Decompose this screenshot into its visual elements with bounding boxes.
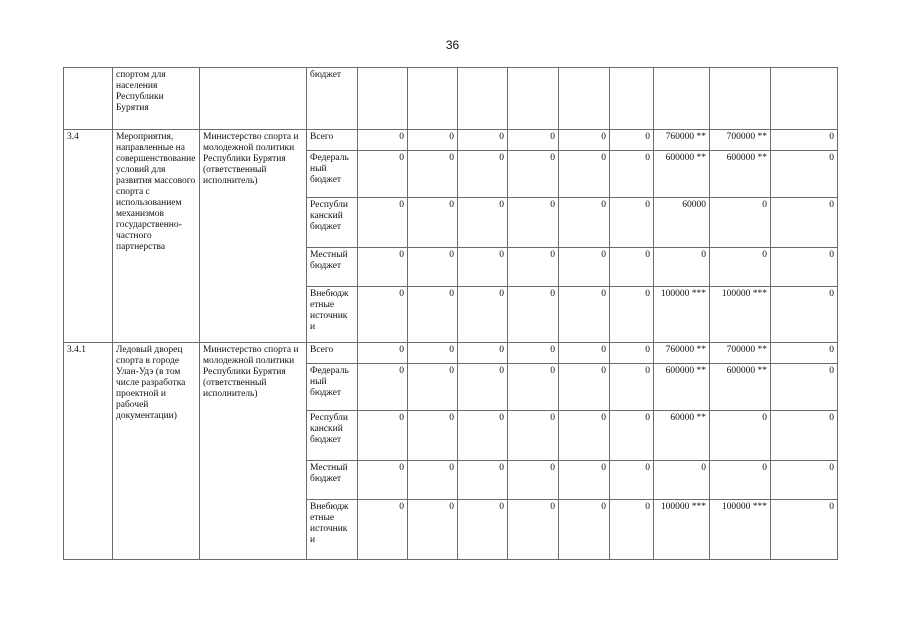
value-cell: 0 [654, 248, 710, 287]
funding-source-cell: Республи канский бюджет [307, 411, 358, 461]
value-cell: 760000 ** [654, 343, 710, 364]
value-cell: 0 [508, 151, 559, 198]
value-cell: 0 [358, 364, 408, 411]
value-cell: 0 [559, 151, 610, 198]
funding-source-cell: Федераль ный бюджет [307, 151, 358, 198]
value-cell: 0 [710, 198, 771, 248]
value-cell: 60000 [654, 198, 710, 248]
row-code-cell: 3.4.1 [64, 343, 113, 560]
value-cell: 0 [610, 151, 654, 198]
value-cell: 0 [358, 151, 408, 198]
value-cell: 0 [458, 364, 508, 411]
table-body [64, 68, 838, 560]
value-cell: 0 [358, 248, 408, 287]
value-cell [358, 68, 408, 130]
value-cell: 0 [610, 461, 654, 500]
value-cell: 0 [408, 364, 458, 411]
value-cell: 0 [559, 287, 610, 343]
value-cell: 0 [458, 198, 508, 248]
value-cell: 0 [610, 411, 654, 461]
value-cell: 0 [771, 500, 838, 560]
value-cell: 0 [559, 411, 610, 461]
value-cell: 600000 ** [710, 151, 771, 198]
value-cell: 0 [358, 130, 408, 151]
value-cell: 0 [654, 461, 710, 500]
funding-source-cell: бюджет [307, 68, 358, 130]
value-cell: 0 [508, 500, 559, 560]
value-cell: 0 [610, 198, 654, 248]
value-cell: 0 [508, 130, 559, 151]
value-cell: 700000 ** [710, 130, 771, 151]
value-cell: 0 [508, 198, 559, 248]
value-cell: 0 [771, 461, 838, 500]
value-cell: 0 [559, 248, 610, 287]
value-cell: 0 [358, 287, 408, 343]
value-cell: 0 [771, 364, 838, 411]
value-cell: 700000 ** [710, 343, 771, 364]
budget-table [63, 67, 838, 560]
value-cell: 0 [559, 130, 610, 151]
value-cell: 0 [771, 151, 838, 198]
value-cell: 0 [408, 198, 458, 248]
table-row [64, 343, 838, 364]
value-cell: 0 [559, 500, 610, 560]
funding-source-cell: Внебюдж етные источник и [307, 500, 358, 560]
value-cell [508, 68, 559, 130]
value-cell: 0 [458, 248, 508, 287]
funding-source-cell: Всего [307, 343, 358, 364]
value-cell: 60000 ** [654, 411, 710, 461]
value-cell: 0 [358, 198, 408, 248]
value-cell: 0 [610, 248, 654, 287]
value-cell: 0 [508, 461, 559, 500]
executor-cell [200, 68, 307, 130]
value-cell: 0 [771, 343, 838, 364]
value-cell: 0 [458, 343, 508, 364]
value-cell: 100000 *** [654, 287, 710, 343]
value-cell: 0 [771, 130, 838, 151]
funding-source-cell: Всего [307, 130, 358, 151]
executor-cell: Министерство спорта и молодежной политики Республики Бурятия (ответственный исполнитель) [200, 130, 307, 343]
value-cell: 0 [610, 343, 654, 364]
value-cell: 0 [710, 248, 771, 287]
value-cell: 0 [358, 500, 408, 560]
value-cell [771, 68, 838, 130]
value-cell: 100000 *** [710, 287, 771, 343]
value-cell: 0 [771, 198, 838, 248]
value-cell: 0 [508, 364, 559, 411]
value-cell: 0 [458, 461, 508, 500]
value-cell: 0 [610, 500, 654, 560]
value-cell: 0 [508, 287, 559, 343]
executor-cell: Министерство спорта и молодежной политики Республики Бурятия (ответственный исполнитель) [200, 343, 307, 560]
value-cell: 0 [508, 411, 559, 461]
funding-source-cell: Местный бюджет [307, 248, 358, 287]
value-cell: 0 [458, 151, 508, 198]
row-code-cell [64, 68, 113, 130]
value-cell: 600000 ** [654, 151, 710, 198]
value-cell [458, 68, 508, 130]
value-cell: 0 [458, 411, 508, 461]
value-cell [710, 68, 771, 130]
value-cell: 100000 *** [654, 500, 710, 560]
value-cell: 0 [358, 343, 408, 364]
value-cell: 0 [458, 130, 508, 151]
value-cell: 0 [610, 130, 654, 151]
funding-source-cell: Республи канский бюджет [307, 198, 358, 248]
value-cell: 0 [408, 500, 458, 560]
value-cell: 0 [771, 248, 838, 287]
value-cell: 0 [408, 151, 458, 198]
value-cell: 0 [458, 500, 508, 560]
value-cell: 0 [358, 411, 408, 461]
value-cell: 0 [408, 287, 458, 343]
value-cell [654, 68, 710, 130]
value-cell: 0 [610, 287, 654, 343]
value-cell: 760000 ** [654, 130, 710, 151]
value-cell: 0 [710, 461, 771, 500]
value-cell [610, 68, 654, 130]
value-cell: 100000 *** [710, 500, 771, 560]
value-cell: 0 [559, 198, 610, 248]
value-cell: 0 [408, 130, 458, 151]
value-cell: 0 [559, 461, 610, 500]
event-name-cell: спортом для населения Республики Бурятия [113, 68, 200, 130]
funding-source-cell: Местный бюджет [307, 461, 358, 500]
value-cell: 600000 ** [710, 364, 771, 411]
funding-source-cell: Внебюдж етные источник и [307, 287, 358, 343]
value-cell: 0 [559, 343, 610, 364]
value-cell [559, 68, 610, 130]
value-cell: 600000 ** [654, 364, 710, 411]
value-cell: 0 [508, 343, 559, 364]
row-code-cell: 3.4 [64, 130, 113, 343]
value-cell: 0 [458, 287, 508, 343]
value-cell: 0 [408, 461, 458, 500]
value-cell: 0 [610, 364, 654, 411]
event-name-cell: Мероприятия, направленные на совершенствование условий для развития массового спорта с использованием механизмов государственно-частного партнерства [113, 130, 200, 343]
value-cell: 0 [710, 411, 771, 461]
table-row-continuation [64, 68, 838, 130]
event-name-cell: Ледовый дворец спорта в городе Улан-Удэ (в том числе разработка проектной и рабочей документации) [113, 343, 200, 560]
value-cell: 0 [358, 461, 408, 500]
value-cell: 0 [408, 343, 458, 364]
value-cell [408, 68, 458, 130]
value-cell: 0 [408, 248, 458, 287]
page-number: 36 [445, 38, 460, 52]
value-cell: 0 [408, 411, 458, 461]
value-cell: 0 [508, 248, 559, 287]
value-cell: 0 [559, 364, 610, 411]
value-cell: 0 [771, 411, 838, 461]
value-cell: 0 [771, 287, 838, 343]
table-row [64, 130, 838, 151]
funding-source-cell: Федераль ный бюджет [307, 364, 358, 411]
